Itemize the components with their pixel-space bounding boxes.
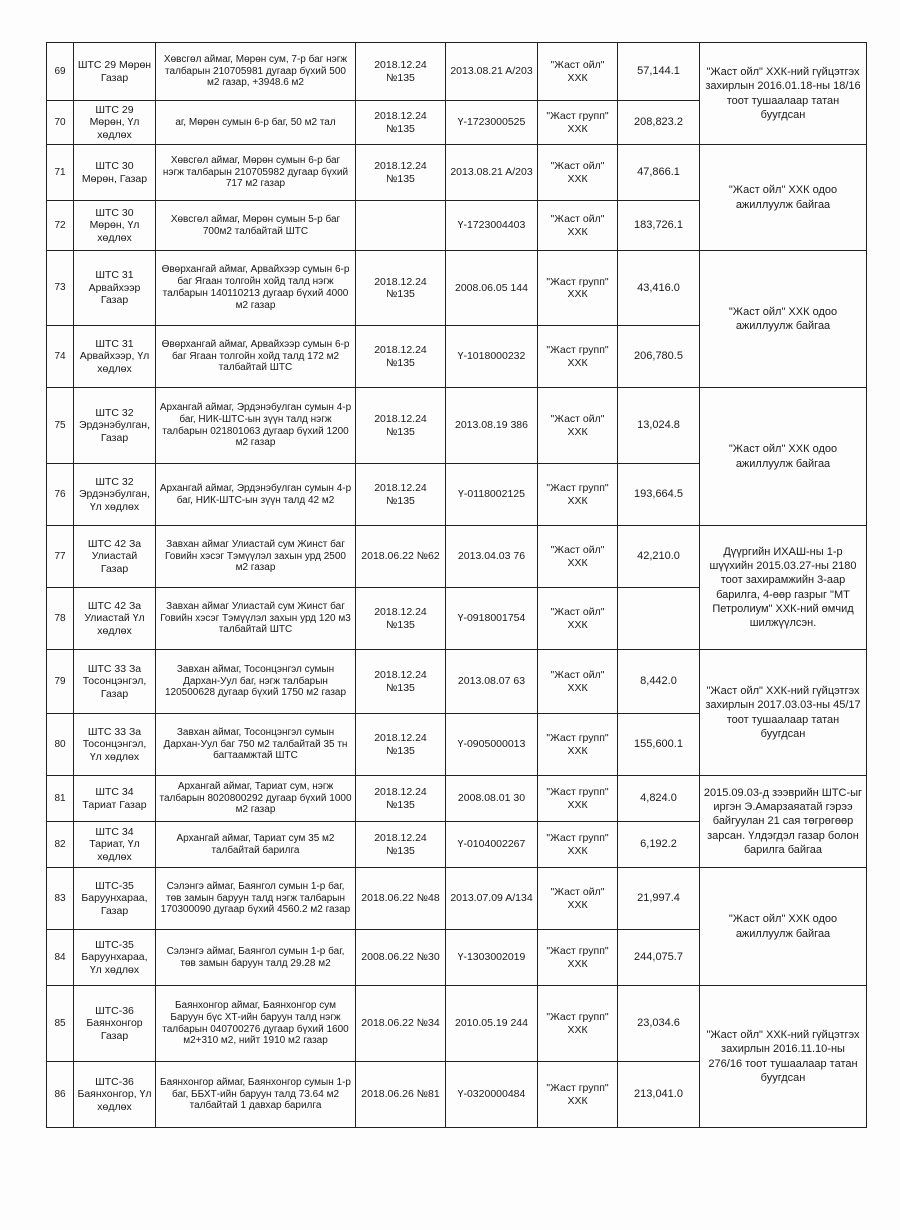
row-number: 74	[47, 326, 74, 388]
location-description: Архангай аймаг, Эрдэнэбулган сумын 4-р баг, НИК-ШТС-ын зүүн талд нэгж талбарын 021801063 дугаар бүхий 1200 м2 газар	[156, 388, 356, 464]
owner: "Жаст ойл" ХХК	[538, 201, 618, 251]
certificate: 2013.07.09 A/134	[446, 868, 538, 930]
owner: "Жаст групп" ХХК	[538, 251, 618, 326]
certificate: 2010.05.19 244	[446, 986, 538, 1062]
station-name: ШТС 29 Мөрөн Газар	[74, 43, 156, 101]
decision-date: 2018.12.24 №135	[356, 145, 446, 201]
status-note: "Жаст ойл" ХХК одоо ажиллуулж байгаа	[700, 388, 867, 526]
certificate: 2008.06.05 144	[446, 251, 538, 326]
station-name: ШТС 42 За Улиастай Үл хөдлөх	[74, 588, 156, 650]
location-description: Сэлэнгэ аймаг, Баянгол сумын 1-р баг, төв замын баруун талд нэгж талбарын 170300090 дугаар бүхий 4560.2 м2 газар	[156, 868, 356, 930]
station-name: ШТС-35 Баруунхараа, Үл хөдлөх	[74, 930, 156, 986]
owner: "Жаст ойл" ХХК	[538, 588, 618, 650]
station-name: ШТС 32 Эрдэнэбулган, Үл хөдлөх	[74, 464, 156, 526]
certificate: 2013.08.19 386	[446, 388, 538, 464]
location-description: Архангай аймаг, Эрдэнэбулган сумын 4-р баг, НИК-ШТС-ын зүүн талд 42 м2	[156, 464, 356, 526]
amount: 42,210.0	[618, 526, 700, 588]
station-name: ШТС 31 Арвайхээр Газар	[74, 251, 156, 326]
owner: "Жаст ойл" ХХК	[538, 43, 618, 101]
location-description: Өвөрхангай аймаг, Арвайхээр сумын 6-р баг Ягаан толгойн хойд талд 172 м2 талбайтай ШТС	[156, 326, 356, 388]
location-description: Баянхонгор аймаг, Баянхонгор сумын 1-р баг, ББХТ-ийн баруун талд 73.64 м2 талбайтай 1 давхар барилга	[156, 1062, 356, 1128]
amount: 193,664.5	[618, 464, 700, 526]
owner: "Жаст групп" ХХК	[538, 930, 618, 986]
row-number: 72	[47, 201, 74, 251]
certificate: 2013.08.21 A/203	[446, 43, 538, 101]
row-number: 70	[47, 101, 74, 145]
owner: "Жаст ойл" ХХК	[538, 650, 618, 714]
table-row	[47, 868, 867, 930]
certificate: 2013.04.03 76	[446, 526, 538, 588]
station-name: ШТС 31 Арвайхээр, Үл хөдлөх	[74, 326, 156, 388]
owner: "Жаст ойл" ХХК	[538, 868, 618, 930]
amount: 6,192.2	[618, 822, 700, 868]
location-description: Завхан аймаг, Тосонцэнгэл сумын Дархан-Уул баг 750 м2 талбайтай 35 тн багтаамжтай ШТС	[156, 714, 356, 776]
owner: "Жаст ойл" ХХК	[538, 526, 618, 588]
decision-date: 2018.12.24 №135	[356, 101, 446, 145]
location-description: Сэлэнгэ аймаг, Баянгол сумын 1-р баг, төв замын баруун талд 29.28 м2	[156, 930, 356, 986]
certificate: Ү-0118002125	[446, 464, 538, 526]
certificate: 2008.08.01 30	[446, 776, 538, 822]
decision-date: 2018.12.24 №135	[356, 650, 446, 714]
row-number: 85	[47, 986, 74, 1062]
decision-date: 2018.06.26 №81	[356, 1062, 446, 1128]
table-row	[47, 776, 867, 822]
status-note: Дүүргийн ИХАШ-ны 1-р шүүхийн 2015.03.27-ны 2180 тоот захирамжийн 3-аар барилга, 4-өөр газрыг "МТ Петролиум" ХХК-ний өмчид шилжүүлсэн.	[700, 526, 867, 650]
amount: 23,034.6	[618, 986, 700, 1062]
certificate: Ү-1723000525	[446, 101, 538, 145]
owner: "Жаст групп" ХХК	[538, 101, 618, 145]
decision-date: 2018.12.24 №135	[356, 388, 446, 464]
certificate: Ү-0918001754	[446, 588, 538, 650]
station-name: ШТС-35 Баруунхараа, Газар	[74, 868, 156, 930]
table-row	[47, 986, 867, 1062]
decision-date: 2018.06.22 №62	[356, 526, 446, 588]
table-row	[47, 388, 867, 464]
amount: 43,416.0	[618, 251, 700, 326]
row-number: 80	[47, 714, 74, 776]
decision-date: 2018.12.24 №135	[356, 588, 446, 650]
table-row	[47, 650, 867, 714]
decision-date: 2018.12.24 №135	[356, 464, 446, 526]
amount: 244,075.7	[618, 930, 700, 986]
station-name: ШТС-36 Баянхонгор Газар	[74, 986, 156, 1062]
row-number: 77	[47, 526, 74, 588]
amount: 8,442.0	[618, 650, 700, 714]
property-registry-table	[46, 42, 867, 1128]
certificate: Ү-1018000232	[446, 326, 538, 388]
row-number: 81	[47, 776, 74, 822]
certificate: Ү-0905000013	[446, 714, 538, 776]
station-name: ШТС 32 Эрдэнэбулган, Газар	[74, 388, 156, 464]
amount: 21,997.4	[618, 868, 700, 930]
row-number: 76	[47, 464, 74, 526]
row-number: 82	[47, 822, 74, 868]
status-note: 2015.09.03-д зээврийн ШТС-ыг иргэн Э.Амарзаяатай гэрээ байгуулан 21 сая төгрөгөөр зарсан. Үлдэгдэл газар болон барилга байгаа	[700, 776, 867, 868]
decision-date	[356, 201, 446, 251]
amount: 206,780.5	[618, 326, 700, 388]
owner: "Жаст групп" ХХК	[538, 1062, 618, 1128]
location-description: Өвөрхангай аймаг, Арвайхээр сумын 6-р баг Ягаан толгойн хойд талд нэгж талбарын 140110213 дугаар бүхий 4000 м2 газар	[156, 251, 356, 326]
row-number: 83	[47, 868, 74, 930]
row-number: 79	[47, 650, 74, 714]
decision-date: 2008.06.22 №30	[356, 930, 446, 986]
row-number: 78	[47, 588, 74, 650]
decision-date: 2018.12.24 №135	[356, 822, 446, 868]
location-description: Хөвсгөл аймаг, Мөрөн сум, 7-р баг нэгж талбарын 210705981 дугаар бүхий 500 м2 газар, +3948.6 м2	[156, 43, 356, 101]
amount: 183,726.1	[618, 201, 700, 251]
location-description: Завхан аймаг, Тосонцэнгэл сумын Дархан-Уул баг, нэгж талбарын 120500628 дугаар бүхий 1750 м2 газар	[156, 650, 356, 714]
row-number: 84	[47, 930, 74, 986]
owner: "Жаст групп" ХХК	[538, 326, 618, 388]
location-description: аг, Мөрөн сумын 6-р баг, 50 м2 тал	[156, 101, 356, 145]
amount: 57,144.1	[618, 43, 700, 101]
amount	[618, 588, 700, 650]
row-number: 75	[47, 388, 74, 464]
amount: 155,600.1	[618, 714, 700, 776]
status-note: "Жаст ойл" ХХК-ний гүйцэтгэх захирлын 2017.03.03-ны 45/17 тоот тушаалаар татан буугдсан	[700, 650, 867, 776]
certificate: 2013.08.07 63	[446, 650, 538, 714]
station-name: ШТС 29 Мөрөн, Үл хөдлөх	[74, 101, 156, 145]
owner: "Жаст групп" ХХК	[538, 464, 618, 526]
certificate: 2013.08.21 A/203	[446, 145, 538, 201]
owner: "Жаст ойл" ХХК	[538, 145, 618, 201]
owner: "Жаст групп" ХХК	[538, 822, 618, 868]
amount: 4,824.0	[618, 776, 700, 822]
amount: 47,866.1	[618, 145, 700, 201]
row-number: 73	[47, 251, 74, 326]
row-number: 86	[47, 1062, 74, 1128]
decision-date: 2018.12.24 №135	[356, 714, 446, 776]
decision-date: 2018.12.24 №135	[356, 326, 446, 388]
location-description: Завхан аймаг Улиастай сум Жинст баг Говийн хэсэг Тэмүүлэл захын урд 120 м3 талбайтай ШТС	[156, 588, 356, 650]
owner: "Жаст групп" ХХК	[538, 776, 618, 822]
table-row	[47, 145, 867, 201]
decision-date: 2018.12.24 №135	[356, 776, 446, 822]
page-bottom-margin	[0, 1150, 900, 1230]
decision-date: 2018.12.24 №135	[356, 43, 446, 101]
decision-date: 2018.12.24 №135	[356, 251, 446, 326]
decision-date: 2018.06.22 №34	[356, 986, 446, 1062]
decision-date: 2018.06.22 №48	[356, 868, 446, 930]
certificate: Ү-1303002019	[446, 930, 538, 986]
station-name: ШТС 30 Мөрөн, Газар	[74, 145, 156, 201]
certificate: Ү-1723004403	[446, 201, 538, 251]
row-number: 69	[47, 43, 74, 101]
certificate: Ү-0320000484	[446, 1062, 538, 1128]
amount: 13,024.8	[618, 388, 700, 464]
status-note: "Жаст ойл" ХХК одоо ажиллуулж байгаа	[700, 145, 867, 251]
status-note: "Жаст ойл" ХХК одоо ажиллуулж байгаа	[700, 868, 867, 986]
station-name: ШТС 30 Мөрөн, Үл хөдлөх	[74, 201, 156, 251]
location-description: Хөвсгөл аймаг, Мөрөн сумын 5-р баг 700м2 талбайтай ШТС	[156, 201, 356, 251]
table-row	[47, 251, 867, 326]
station-name: ШТС 34 Тариат Газар	[74, 776, 156, 822]
status-note: "Жаст ойл" ХХК-ний гүйцэтгэх захирлын 2016.11.10-ны 276/16 тоот тушаалаар татан буугдсан	[700, 986, 867, 1128]
owner: "Жаст групп" ХХК	[538, 986, 618, 1062]
owner: "Жаст групп" ХХК	[538, 714, 618, 776]
table-row	[47, 43, 867, 101]
certificate: Ү-0104002267	[446, 822, 538, 868]
location-description: Завхан аймаг Улиастай сум Жинст баг Говийн хэсэг Тэмүүлэл захын урд 2500 м2 газар	[156, 526, 356, 588]
owner: "Жаст ойл" ХХК	[538, 388, 618, 464]
status-note: "Жаст ойл" ХХК-ний гүйцэтгэх захирлын 2016.01.18-ны 18/16 тоот тушаалаар татан буугдсан	[700, 43, 867, 145]
status-note: "Жаст ойл" ХХК одоо ажиллуулж байгаа	[700, 251, 867, 388]
row-number: 71	[47, 145, 74, 201]
amount: 213,041.0	[618, 1062, 700, 1128]
station-name: ШТС 33 За Тосонцэнгэл, Газар	[74, 650, 156, 714]
location-description: Архангай аймаг, Тариат сум, нэгж талбарын 8020800292 дугаар бүхий 1000 м2 газар	[156, 776, 356, 822]
location-description: Баянхонгор аймаг, Баянхонгор сум Баруун бүс ХТ-ийн баруун талд нэгж талбарын 040700276 дугаар бүхий 1600 м2+310 м2, нийт 1910 м2 газар	[156, 986, 356, 1062]
station-name: ШТС 42 За Улиастай Газар	[74, 526, 156, 588]
amount: 208,823.2	[618, 101, 700, 145]
table-row	[47, 526, 867, 588]
station-name: ШТС 33 За Тосонцэнгэл, Үл хөдлөх	[74, 714, 156, 776]
location-description: Хөвсгөл аймаг, Мөрөн сумын 6-р баг нэгж талбарын 210705982 дугаар бүхий 717 м2 газар	[156, 145, 356, 201]
station-name: ШТС-36 Баянхонгор, Үл хөдлөх	[74, 1062, 156, 1128]
location-description: Архангай аймаг, Тариат сум 35 м2 талбайтай барилга	[156, 822, 356, 868]
station-name: ШТС 34 Тариат, Үл хөдлөх	[74, 822, 156, 868]
